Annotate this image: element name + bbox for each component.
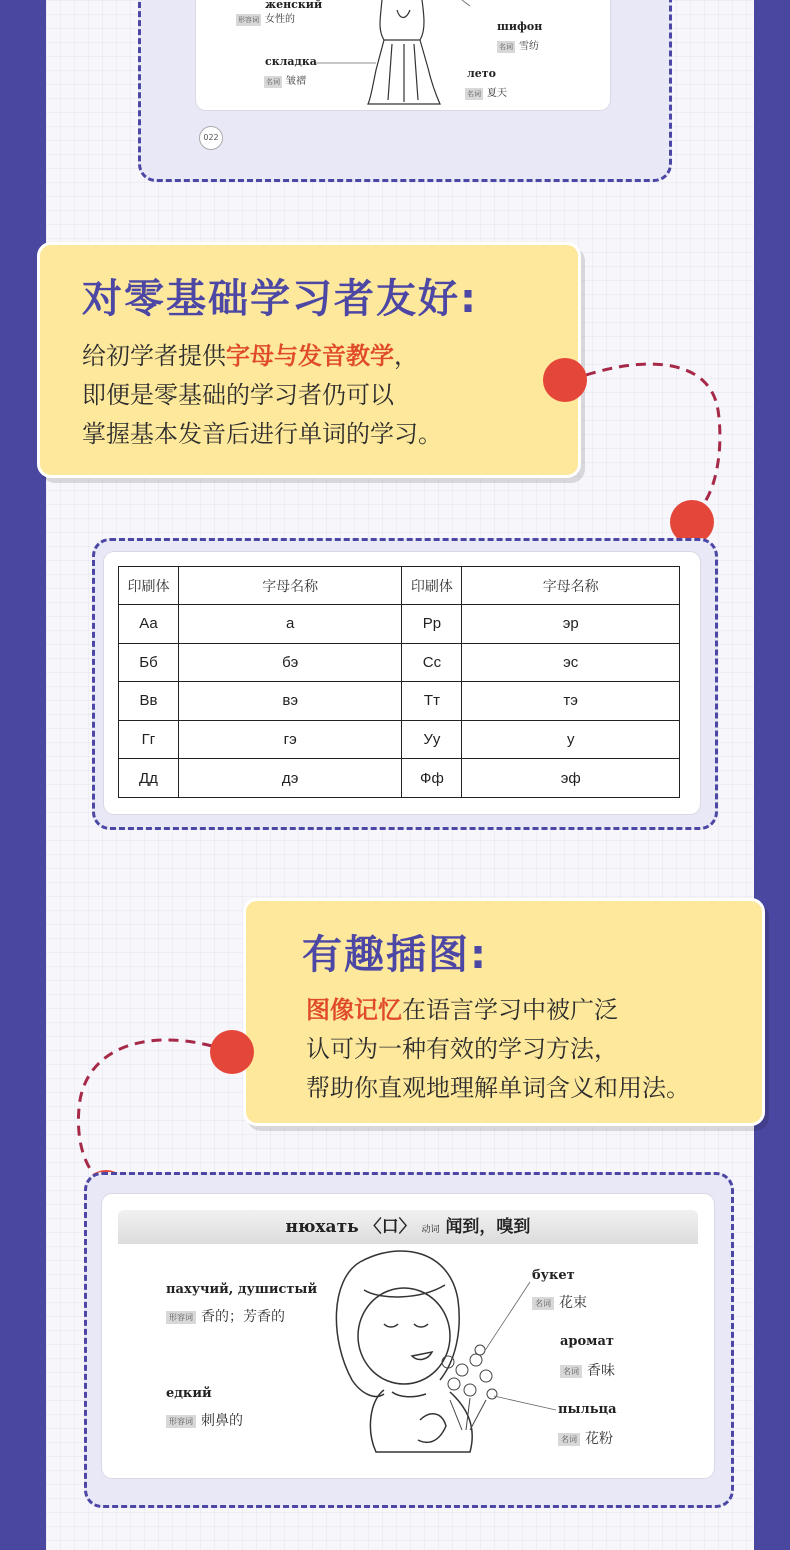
table-cell: эф bbox=[462, 759, 680, 798]
page-number-pin: 022 bbox=[199, 126, 223, 150]
table-cell: гэ bbox=[178, 720, 402, 759]
highlight-text: 字母与发音教学 bbox=[226, 342, 394, 370]
meaning-zhenskiy: 形容词 女性的 bbox=[238, 14, 295, 25]
feature-text-line3: 掌握基本发音后进行单词的学习。 bbox=[82, 420, 442, 448]
table-cell: эр bbox=[462, 605, 680, 644]
word-pyltsa: пыльца bbox=[558, 1402, 617, 1417]
word-edkiy: едкий bbox=[166, 1386, 212, 1401]
table-header: 印刷体 bbox=[402, 567, 462, 605]
table-cell: Уу bbox=[402, 720, 462, 759]
pos-tag: 形容词 bbox=[166, 1415, 196, 1428]
table-cell: вэ bbox=[178, 682, 402, 721]
feature-title-illustrations: 有趣插图: bbox=[302, 932, 488, 978]
word-buket: букет bbox=[532, 1268, 575, 1283]
feature-text-line3: 帮助你直观地理解单词含义和用法。 bbox=[306, 1074, 690, 1102]
headword-translation: 闻到，嗅到 bbox=[445, 1217, 531, 1237]
table-cell: тэ bbox=[462, 682, 680, 721]
table-cell: бэ bbox=[178, 643, 402, 682]
table-cell: Дд bbox=[119, 759, 179, 798]
meaning-leto: 名词 夏天 bbox=[467, 88, 507, 99]
meaning-pyltsa: 名词 花粉 bbox=[558, 1428, 613, 1448]
table-header: 印刷体 bbox=[119, 567, 179, 605]
table-header: 字母名称 bbox=[462, 567, 680, 605]
word-zhenskiy: женский bbox=[265, 0, 323, 11]
word-skladka: складка bbox=[265, 55, 317, 68]
pos-tag: 名词 bbox=[266, 77, 280, 86]
table-header: 字母名称 bbox=[178, 567, 402, 605]
feature-text-line1: 图像记忆在语言学习中被广泛 bbox=[306, 996, 618, 1024]
table-cell: Фф bbox=[402, 759, 462, 798]
table-cell: дэ bbox=[178, 759, 402, 798]
pos-tag: 名词 bbox=[499, 42, 513, 51]
table-cell: Бб bbox=[119, 643, 179, 682]
meaning-shifon: 名词 雪纺 bbox=[499, 41, 539, 52]
table-cell: Сс bbox=[402, 643, 462, 682]
feature-text-line1: 给初学者提供字母与发音教学， bbox=[82, 342, 418, 370]
word-shifon: шифон bbox=[497, 20, 543, 33]
meaning-skladka: 名词 皱褶 bbox=[266, 76, 306, 87]
table-cell: эс bbox=[462, 643, 680, 682]
meaning-buket: 名词 花束 bbox=[532, 1292, 587, 1312]
pos-tag: 名词 bbox=[532, 1297, 554, 1310]
table-cell: Аа bbox=[119, 605, 179, 644]
table-cell: у bbox=[462, 720, 680, 759]
pos-tag: 名词 bbox=[560, 1365, 582, 1378]
pos-tag: 名词 bbox=[467, 89, 481, 98]
headword: нюхать bbox=[285, 1217, 359, 1237]
headword-bracket: 〈口〉 bbox=[364, 1217, 416, 1237]
feature-title-beginner: 对零基础学习者友好: bbox=[82, 276, 478, 322]
table-cell: Вв bbox=[119, 682, 179, 721]
word-pakhuchiy: пахучий, душистый bbox=[166, 1282, 318, 1297]
meaning-aromat: 名词 香味 bbox=[560, 1360, 615, 1380]
feature-text-line2: 认可为一种有效的学习方法， bbox=[306, 1035, 618, 1063]
table-cell: а bbox=[178, 605, 402, 644]
pos-tag: 名词 bbox=[558, 1433, 580, 1446]
word-leto: лето bbox=[467, 67, 496, 80]
meaning-pakhuchiy: 形容词 香的；芳香的 bbox=[166, 1306, 285, 1326]
pos-tag: 形容词 bbox=[166, 1311, 196, 1324]
pos-tag: 形容词 bbox=[238, 15, 259, 24]
table-cell: Тт bbox=[402, 682, 462, 721]
word-aromat: аромат bbox=[560, 1334, 614, 1349]
meaning-edkiy: 形容词 刺鼻的 bbox=[166, 1410, 243, 1430]
feature-text-line2: 即便是零基础的学习者仍可以 bbox=[82, 381, 394, 409]
table-cell: Рр bbox=[402, 605, 462, 644]
headword-pos: 动词 bbox=[421, 1225, 440, 1235]
highlight-text: 图像记忆 bbox=[306, 996, 402, 1024]
table-cell: Гг bbox=[119, 720, 179, 759]
